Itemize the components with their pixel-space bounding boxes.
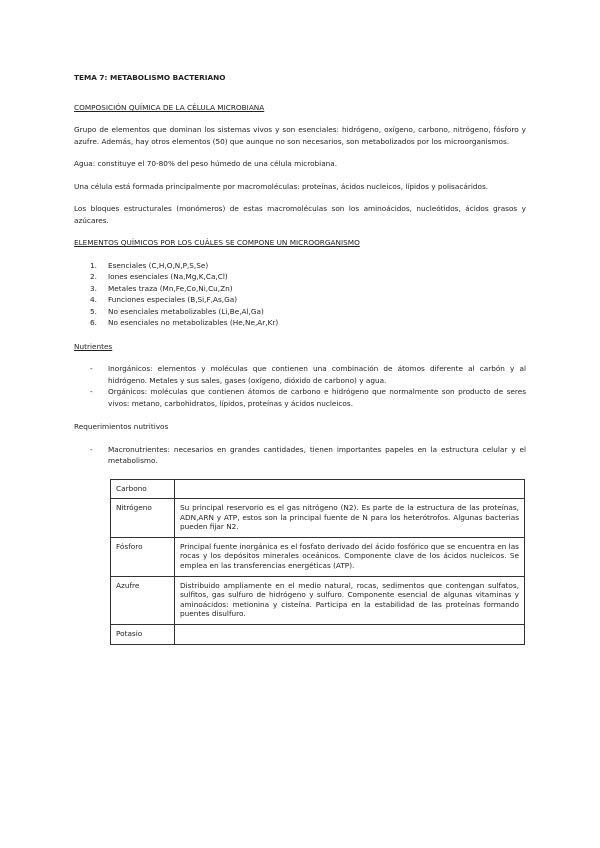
paragraph: Los bloques estructurales (monómeros) de estas macromoléculas son los aminoácidos, nucleótidos, ácidos grasos y azúcares. [74,204,526,225]
dash-bullet: - [90,444,93,454]
list-text: Macronutrientes: necesarios en grandes cantidades, tienen importantes papeles en la estructura celular y el metabolismo. [108,444,526,465]
table-cell-name: Azufre [111,576,175,624]
table-row [111,499,525,538]
list-item [74,306,526,318]
list-text: No esenciales no metabolizables (He,Ne,Ar,Kr) [108,318,279,327]
list-number: 5. [90,306,97,316]
table-cell-name: Potasio [111,625,175,645]
list-item [74,260,526,272]
list-item [74,294,526,306]
dash-bullet: - [90,364,93,373]
paragraph: Grupo de elementos que dominan los sistemas vivos y son esenciales: hidrógeno, oxígeno, carbono, nitrógeno, fósforo y azufre. Además, hay otros elementos (50) que aunque no son necesarios, son metabolizados por los microorganismos. [74,125,526,146]
list-text: Funciones especiales (B,Si,F,As,Ga) [108,295,238,304]
document-title: TEMA 7: METABOLISMO BACTERIANO [74,73,226,82]
requirements-heading: Requerimientos nutritivos [74,422,169,431]
elements-list [74,260,526,329]
list-item [74,283,526,295]
list-item [74,444,526,467]
section-title-nutrients: Nutrientes [74,341,113,351]
table-cell-name: Carbono [111,479,175,499]
list-item [74,386,526,409]
table-row [111,479,525,499]
table-row [111,576,525,624]
list-number: 3. [90,283,97,293]
section-title-elements: ELEMENTOS QUÍMICOS POR LOS CUÁLES SE COMPONE UN MICROORGANISMO [74,238,360,247]
list-text: Orgánicos: moléculas que contienen átomos de carbono e hidrógeno que normalmente son producto de seres vivos: metano, carbohidratos, lípidos, proteínas y ácidos nucleicos. [108,387,526,408]
table-cell-desc [175,625,525,645]
list-number: 6. [90,318,97,327]
list-text: Inorgánicos: elementos y moléculas que contienen una combinación de átomos diferente al carbón y al hidrógeno. Metales y sus sales, gases (oxígeno, dióxido de carbono) y agua. [108,364,526,385]
table-cell-desc: Su principal reservorio es el gas nitrógeno (N2). Es parte de la estructura de las proteínas, ADN,ARN y ATP, estos son la principal fuente de N para los heterótrofos. Algunas bacterias pueden fijar N2. [175,499,525,538]
table-row [111,537,525,576]
table-cell-desc: Principal fuente inorgánica es el fosfato derivado del ácido fosfórico que se encuentra en las rocas y los depósitos minerales oceánicos. Componente clave de los ácidos nucleicos. Se emplea en las transferencias energéticas (ATP). [175,537,525,576]
requirements-list [74,444,526,467]
table-cell-desc [175,479,525,499]
table-cell-name: Fósforo [111,537,175,576]
document-body [74,72,526,645]
list-text: Metales traza (Mn,Fe,Co,Ni,Cu,Zn) [108,283,233,293]
list-number: 2. [90,272,97,281]
list-text: Esenciales (C,H,O,N,P,S,Se) [108,260,209,270]
list-item [74,271,526,283]
list-text: No esenciales metabolizables (Li,Be,Al,Ga) [108,306,264,316]
paragraph: Agua: constituye el 70-80% del peso húmedo de una célula microbiana. [74,159,338,168]
nutrients-list [74,363,526,409]
table-row [111,625,525,645]
table-cell-desc: Distribuido ampliamente en el medio natural, rocas, sedimentos que contengan sulfatos, sulfitos, gas sulfuro de hidrógeno y sulfuro. Componente esencial de algunas vitaminas y aminoácidos: metionina y cisteína. Participa en la estabilidad de las proteínas formando puentes disulfuro. [175,576,525,624]
paragraph: Una célula está formada principalmente por macromoléculas: proteínas, ácidos nucleicos, lípidos y polisacáridos. [74,181,489,191]
list-text: Iones esenciales (Na,Mg,K,Ca,Cl) [108,272,228,281]
list-number: 1. [90,260,97,270]
list-item [74,317,526,329]
section-title-composition: COMPOSICIÓN QUÍMICA DE LA CÉLULA MICROBIANA [74,102,265,112]
macronutrients-table [110,479,525,645]
list-item [74,363,526,386]
dash-bullet: - [90,387,93,396]
table-cell-name: Nitrógeno [111,499,175,538]
list-number: 4. [90,295,97,304]
